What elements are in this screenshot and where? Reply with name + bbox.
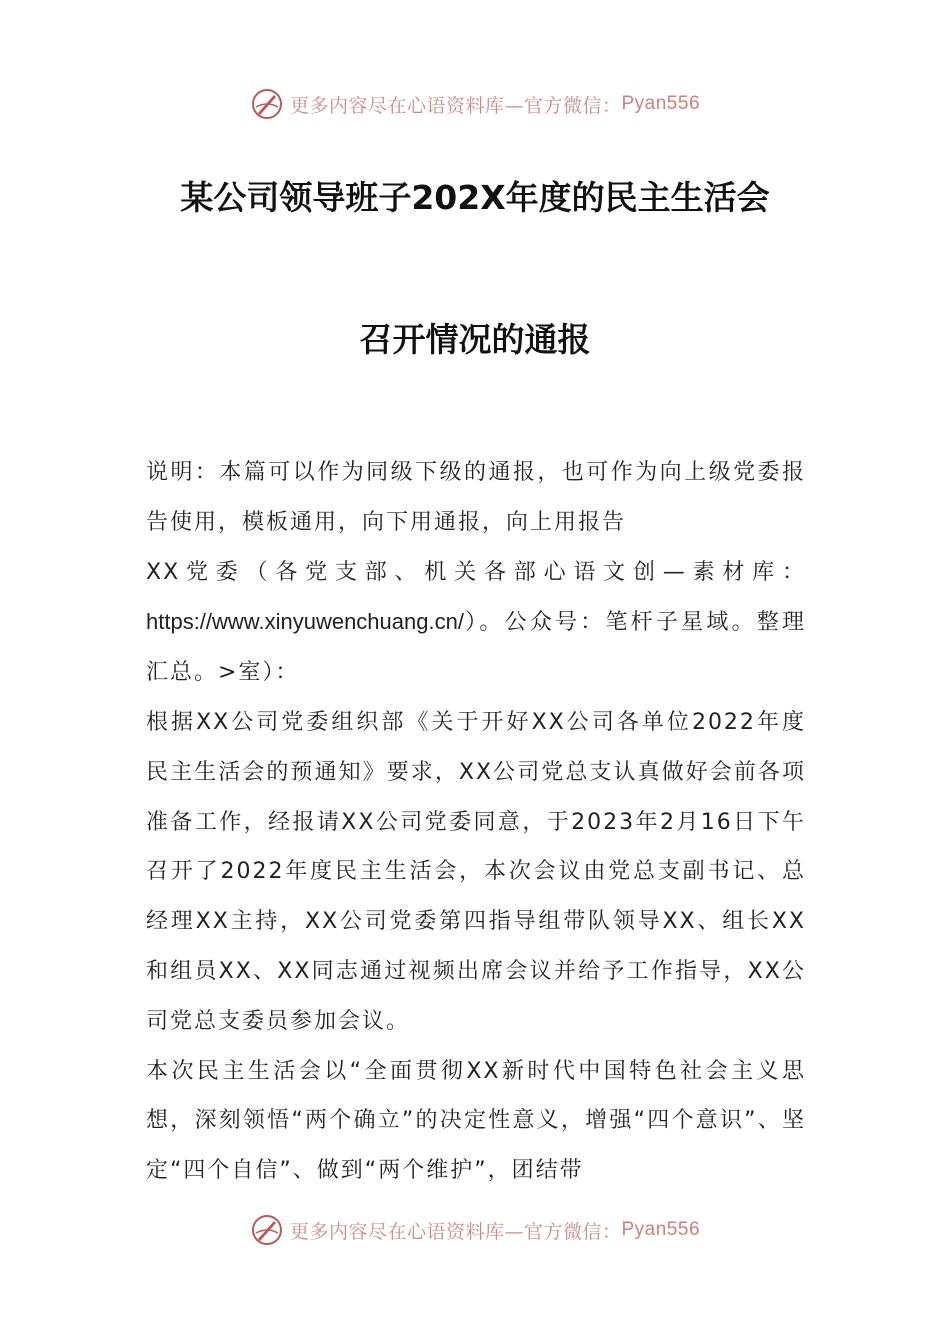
document-body <box>146 448 806 1196</box>
note-paragraph: 说明：本篇可以作为同级下级的通报，也可作为向上级党委报告使用，模板通用，向下用通报，向上用报告 <box>146 460 806 535</box>
body-paragraph-2: 本次民主生活会以“全面贯彻XX新时代中国特色社会主义思想，深刻领悟“两个确立”的决定性意义，增强“四个意识”、坚定“四个自信”、做到“两个维护”，团结带 <box>146 1058 806 1184</box>
quill-logo-icon <box>250 1213 284 1247</box>
document-title-line2: 召开情况的通报 <box>359 320 591 359</box>
banner-text: 更多内容尽在心语资料库—官方微信： <box>289 1220 622 1243</box>
addressee-text: XX党委（各党支部、机关各部心语文创—素材库： <box>146 559 806 585</box>
addressee-tail-text: ）。公众号：笔杆子星域。整理汇总。>室）： <box>146 610 806 686</box>
quill-logo-icon <box>250 87 284 121</box>
header-banner <box>0 82 950 126</box>
banner-text: 更多内容尽在心语资料库—官方微信： <box>289 94 622 117</box>
banner-wechat-id: Pyan556 <box>621 1219 701 1240</box>
source-url-link[interactable]: https://www.xinyuwenchuang.cn/ <box>146 609 464 635</box>
body-paragraph-1: 根据XX公司党委组织部《关于开好XX公司各单位2022年度民主生活会的预通知》要求，XX公司党总支认真做好会前各项准备工作，经报请XX公司党委同意，于2023年2月16日下午召开了2022年度民主生活会，本次会议由党总支副书记、总经理XX主持，XX公司党委第四指导组带队领导XX、组长XX和组员XX、XX同志通过视频出席会议并给予工作指导，XX公司党总支委员参加会议。 <box>146 709 806 1034</box>
document-title-line1: 某公司领导班子202X年度的民主生活会 <box>180 178 770 217</box>
footer-banner <box>0 1208 950 1252</box>
addressee-paragraph <box>146 548 806 698</box>
banner-wechat-id: Pyan556 <box>621 93 701 114</box>
